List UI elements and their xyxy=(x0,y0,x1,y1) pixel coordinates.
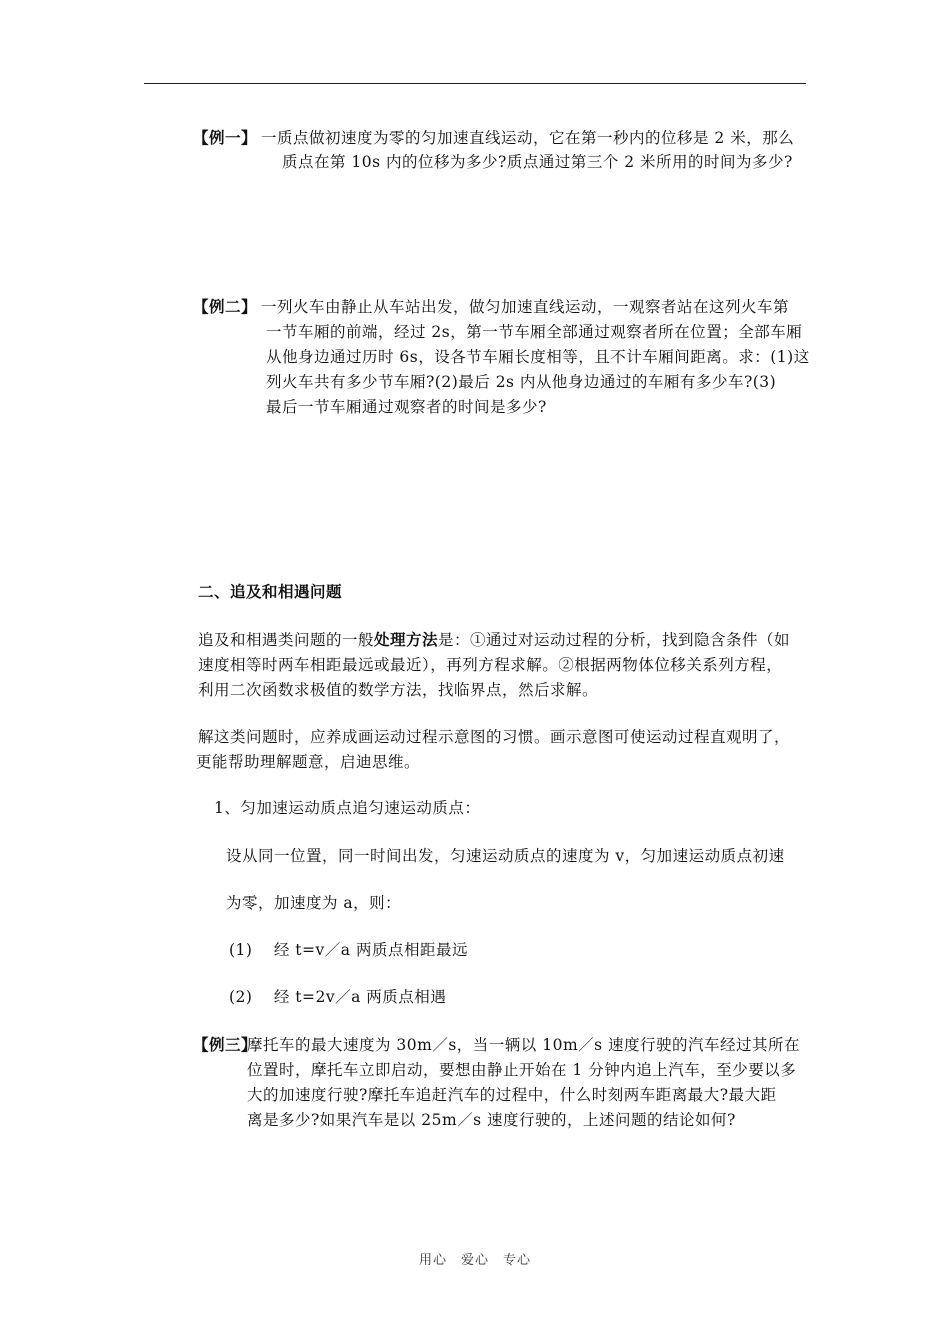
header-rule xyxy=(144,83,806,84)
method-paragraph-line-1 xyxy=(198,628,790,652)
example-3-tag: 【例三】 xyxy=(193,1035,258,1054)
example-2-line-2: 一节车厢的前端，经过 2s，第一节车厢全部通过观察者所在位置；全部车厢 xyxy=(266,323,803,341)
condition-2: (2) 经 t=2v／a 两质点相遇 xyxy=(229,988,447,1006)
example-3-line-4: 离是多少?如果汽车是以 25m／s 速度行驶的，上述问题的结论如何? xyxy=(247,1111,736,1129)
example-2-line-4: 列火车共有多少节车厢?(2)最后 2s 内从他身边通过的车厢有多少车?(3) xyxy=(266,373,777,391)
example-1-line-2: 质点在第 10s 内的位移为多少?质点通过第三个 2 米所用的时间为多少? xyxy=(282,153,793,171)
method-paragraph-line-2: 速度相等时两车相距最远或最近），再列方程求解。②根据两物体位移关系列方程， xyxy=(198,656,783,674)
method-text-bold: 处理方法 xyxy=(374,630,439,649)
example-1-line-1: 一质点做初速度为零的匀加速直线运动，它在第一秒内的位移是 2 米，那么 xyxy=(261,129,795,147)
example-1-tag: 【例一】 xyxy=(193,128,258,147)
section-heading: 二、追及和相遇问题 xyxy=(198,582,343,601)
example-2-tag: 【例二】 xyxy=(193,297,258,316)
example-3-line-2: 位置时，摩托车立即启动，要想由静止开始在 1 分钟内追上汽车，至少要以多 xyxy=(247,1061,797,1079)
example-2-line-3: 从他身边通过历时 6s，设各节车厢长度相等，且不计车厢间距离。求：(1)这 xyxy=(266,348,810,366)
tip-paragraph-line-1: 解这类问题时，应养成画运动过程示意图的习惯。画示意图可使运动过程直观明了， xyxy=(198,728,791,746)
method-paragraph-line-3: 利用二次函数求极值的数学方法，找临界点，然后求解。 xyxy=(198,681,599,699)
condition-1: (1) 经 t=v／a 两质点相距最远 xyxy=(229,941,468,959)
example-2-line-1: 一列火车由静止从车站出发，做匀加速直线运动，一观察者站在这列火车第 xyxy=(261,298,790,316)
tip-paragraph-line-2: 更能帮助理解题意，启迪思维。 xyxy=(196,753,421,771)
example-3-line-1: 摩托车的最大速度为 30m／s，当一辆以 10m／s 速度行驶的汽车经过其所在 xyxy=(247,1036,801,1054)
example-2-line-5: 最后一节车厢通过观察者的时间是多少? xyxy=(266,398,547,416)
item-1-line-2: 为零，加速度为 a，则： xyxy=(226,894,402,912)
item-1-title: 1、匀加速运动质点追匀速运动质点： xyxy=(214,799,481,817)
page-footer: 用心 爱心 专心 xyxy=(418,1253,531,1268)
item-1-line-1: 设从同一位置，同一时间出发，匀速运动质点的速度为 v，匀加速运动质点初速 xyxy=(226,847,785,865)
example-3-line-3: 大的加速度行驶?摩托车追赶汽车的过程中，什么时刻两车距离最大?最大距 xyxy=(247,1086,777,1104)
method-text-pre: 追及和相遇类问题的一般 xyxy=(198,631,375,649)
method-text-post: 是：①通过对运动过程的分析，找到隐含条件（如 xyxy=(438,631,791,649)
